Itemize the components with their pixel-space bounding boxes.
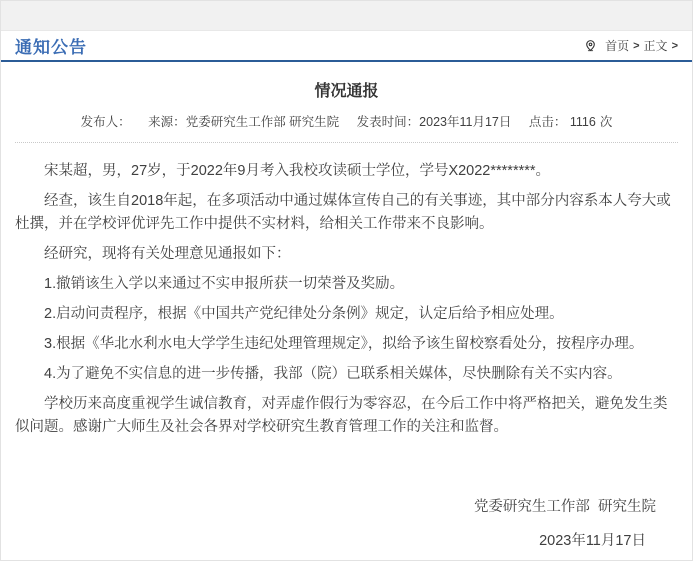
paragraph-intro: 宋某超，男，27岁，于2022年9月考入我校攻读硕士学位，学号X2022********。 <box>44 163 551 179</box>
section-header <box>1 31 692 62</box>
breadcrumb-home-link[interactable]: 首页 <box>605 39 630 53</box>
breadcrumb <box>584 37 678 54</box>
paragraph-findings: 经查，该生自2018年起，在多项活动中通过媒体宣传自己的有关事迹，其中部分内容系本人夸大或杜撰，并在学校评优评先工作中提供不实材料，给相关工作带来不良影响。 <box>15 193 671 232</box>
article <box>1 78 692 550</box>
article-meta <box>15 112 678 130</box>
meta-click-count: 点击： 1116 次 <box>528 115 613 129</box>
breadcrumb-separator: > <box>633 39 640 52</box>
meta-publisher: 发布人： <box>80 115 131 129</box>
paragraph-item-4: 4.为了避免不实信息的进一步传播，我部（院）已联系相关媒体，尽快删除有关不实内容。 <box>44 366 622 382</box>
paragraph-closing: 学校历来高度重视学生诚信教育，对弄虚作假行为零容忍，在今后工作中将严格把关，避免发生类似问题。感谢广大师生及社会各界对学校研究生教育管理工作的关注和监督。 <box>15 396 668 435</box>
signature-department: 党委研究生工作部 研究生院 <box>473 499 656 515</box>
breadcrumb-current-link[interactable]: 正文 <box>643 39 668 53</box>
paragraph-item-3: 3.根据《华北水利水电大学学生违纪处理管理规定》，拟给予该生留校察看处分，按程序办理。 <box>44 336 644 352</box>
section-title: 通知公告 <box>15 38 87 57</box>
breadcrumb-separator: > <box>671 39 678 52</box>
dotted-divider <box>15 142 678 143</box>
meta-publish-time: 发表时间：2023年11月17日 <box>356 115 512 129</box>
article-title: 情况通报 <box>314 83 379 100</box>
meta-source: 来源：党委研究生工作部 研究生院 <box>148 115 340 129</box>
top-strip <box>1 1 692 31</box>
article-body <box>15 160 678 439</box>
location-pin-icon <box>584 39 597 52</box>
paragraph-item-1: 1.撤销该生入学以来通过不实申报所获一切荣誉及奖励。 <box>44 276 405 292</box>
paragraph-item-2: 2.启动问责程序，根据《中国共产党纪律处分条例》规定，认定后给予相应处理。 <box>44 306 564 322</box>
paragraph-decision-intro: 经研究，现将有关处理意见通报如下： <box>44 246 291 262</box>
signature-date: 2023年11月17日 <box>539 533 646 549</box>
